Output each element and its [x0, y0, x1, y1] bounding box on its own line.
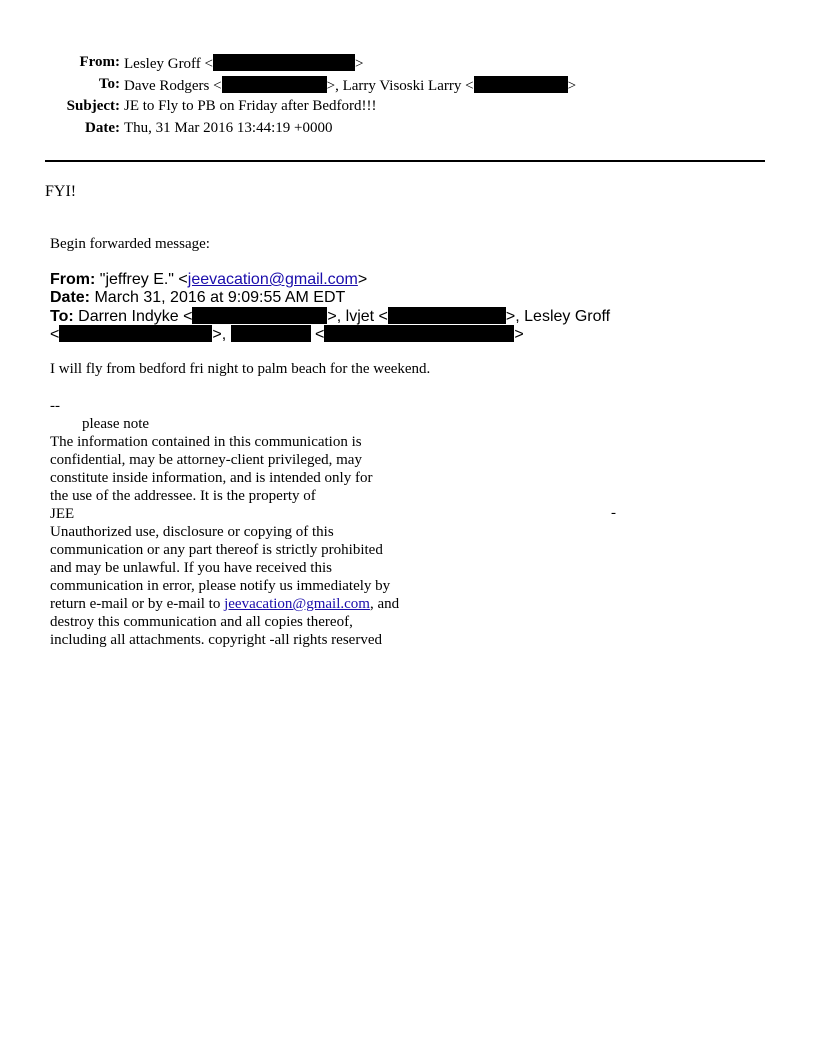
please-note-text: please note: [82, 416, 150, 432]
header-subject-row: [0, 98, 816, 118]
redaction-box: [324, 325, 514, 342]
disclaimer-line: confidential, may be attorney-client privileged, may: [50, 452, 362, 468]
header-from-row: [0, 54, 816, 74]
return-post: , and: [369, 596, 400, 612]
fwd-to-pre: Darren Indyke <: [78, 308, 193, 325]
disclaimer-line: Unauthorized use, disclosure or copying of this: [50, 524, 334, 540]
fwd-to-row: [50, 307, 610, 326]
return-pre: return e-mail or by e-mail to: [50, 596, 225, 612]
disclaimer-line: communication or any part thereof is strictly prohibited: [50, 542, 383, 558]
subject-text: JE to Fly to PB on Friday after Bedford!!!: [124, 98, 377, 114]
from-name: Lesley Groff <: [124, 56, 213, 72]
header-divider: [45, 160, 765, 162]
to-label: To:: [98, 76, 120, 92]
from-close: >: [355, 56, 364, 72]
fwd-from-label: From:: [50, 271, 96, 288]
date-text: Thu, 31 Mar 2016 13:44:19 +0000: [124, 120, 333, 136]
redaction-box: [474, 76, 568, 93]
redaction-box: [59, 325, 212, 342]
return-email-link[interactable]: jeevacation@gmail.com: [224, 596, 370, 612]
disclaimer-line: the use of the addressee. It is the property of: [50, 488, 316, 504]
redaction-box: [192, 307, 327, 324]
fwd-to-mid1: >, lvjet <: [327, 308, 388, 325]
disclaimer-line: JEE: [50, 506, 75, 522]
fwd-from-email-link[interactable]: jeevacation@gmail.com: [187, 271, 358, 288]
redaction-box: [231, 325, 311, 342]
fwd-from-pre: "jeffrey E." <: [99, 271, 188, 288]
fwd-date-text: March 31, 2016 at 9:09:55 AM EDT: [94, 289, 346, 306]
subject-label: Subject:: [66, 98, 120, 114]
signature-dash: --: [50, 398, 60, 414]
date-label: Date:: [85, 120, 120, 136]
disclaimer-line: and may be unlawful. If you have received this: [50, 560, 332, 576]
fwd-to-label: To:: [50, 308, 74, 325]
from-label: From:: [79, 54, 120, 70]
redaction-box: [388, 307, 506, 324]
fwd-to-close: >: [514, 326, 524, 343]
disclaimer-return-line: [50, 595, 399, 613]
disclaimer-line: The information contained in this communication is: [50, 434, 362, 450]
disclaimer-line: including all attachments. copyright -all rights reserved: [50, 632, 382, 648]
fwd-to-mid2: >, Lesley Groff: [505, 308, 611, 325]
fwd-to-mid: >,: [212, 326, 227, 343]
fwd-to-open: <: [50, 326, 60, 343]
fwd-date-label: Date:: [50, 289, 91, 306]
fwd-to-row-2: [50, 325, 524, 344]
header-to-row: [0, 76, 816, 96]
stray-dash: -: [611, 505, 616, 521]
fwd-to-open-2: <: [315, 326, 325, 343]
fwd-from-post: >: [357, 271, 368, 288]
forward-intro: Begin forwarded message:: [50, 236, 210, 252]
redaction-box: [213, 54, 355, 71]
fwd-date-row: [50, 289, 345, 307]
disclaimer-line: communication in error, please notify us immediately by: [50, 578, 391, 594]
disclaimer-block: [50, 433, 399, 649]
disclaimer-line: destroy this communication and all copies thereof,: [50, 614, 353, 630]
fyi-text: FYI!: [45, 183, 77, 200]
redaction-box: [222, 76, 327, 93]
to-close: >: [567, 78, 577, 94]
header-date-row: [0, 120, 816, 140]
to-separator: >, Larry Visoski Larry <: [326, 78, 474, 94]
disclaimer-line: constitute inside information, and is intended only for: [50, 470, 373, 486]
to-name-1: Dave Rodgers <: [124, 78, 222, 94]
fwd-from-row: [50, 271, 367, 289]
message-text: I will fly from bedford fri night to palm beach for the weekend.: [50, 361, 431, 377]
